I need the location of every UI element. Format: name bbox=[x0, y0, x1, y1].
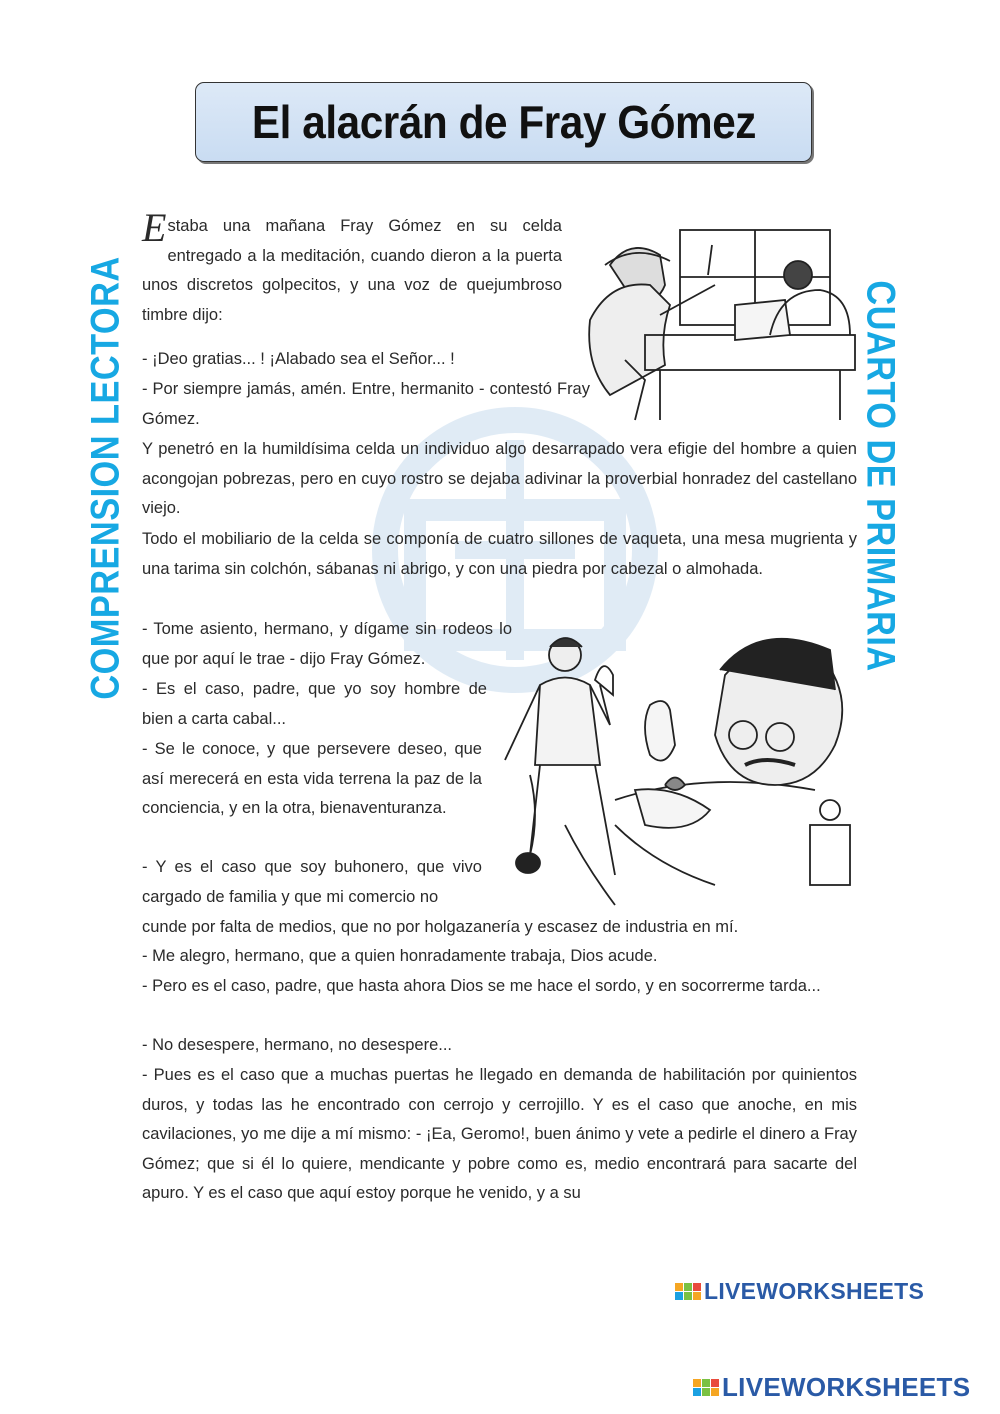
side-label-right: CUARTO DE PRIMARIA bbox=[858, 280, 903, 672]
page-title: El alacrán de Fray Gómez bbox=[251, 96, 756, 148]
title-box bbox=[195, 82, 812, 162]
paragraph-13: - Pues es el caso que a muchas puertas he llegado en demanda de habilitación por quinientos duros, y todas las he encontrado con cerrojo y cerrojillo. Y es el caso que anoche, en mis cavilaciones, yo me dije a mí mismo: - ¡Ea, Geromo!, buen ánimo y vete a pedirle el dinero a Fray Gómez; que si él lo quiere, mendicante y pobre como es, medio encontrará para sacarte del apuro. Y es el caso que aquí estoy porque he venido, y a su bbox=[142, 1066, 857, 1202]
paragraph-5: Todo el mobiliario de la celda se componía de cuatro sillones de vaqueta, una mesa mugrienta y una tarima sin colchón, sábanas ni abrigo, y con una piedra por cabezal o almohada. bbox=[142, 530, 857, 578]
paragraph-8: - Se le conoce, y que persevere deseo, que así merecerá en esta vida terrena la paz de la conciencia, y en la otra, bienaventuranza. bbox=[142, 740, 482, 817]
paragraph-9b: cunde por falta de medios, que no por holgazanería y escasez de industria en mí. bbox=[142, 918, 739, 936]
paragraph-12: - No desespere, hermano, no desespere... bbox=[142, 1036, 453, 1054]
peddler-and-friar-illustration bbox=[495, 625, 860, 910]
paragraph-1 bbox=[142, 205, 562, 330]
paragraph-11: - Pero es el caso, padre, que hasta ahora Dios se me hace el sordo, y en socorrerme tarda... bbox=[142, 977, 821, 995]
paragraph-6: - Tome asiento, hermano, y dígame sin rodeos lo que por aquí le trae - dijo Fray Gómez. bbox=[142, 620, 512, 668]
logo-blocks-icon bbox=[675, 1283, 701, 1300]
paragraph-7: - Es el caso, padre, que yo soy hombre de bien a carta cabal... bbox=[142, 680, 487, 728]
friar-at-desk-illustration bbox=[570, 225, 860, 425]
paragraph-2: - ¡Deo gratias... ! ¡Alabado sea el Señor... ! bbox=[142, 350, 455, 368]
paragraph-4: Y penetró en la humildísima celda un individuo algo desarrapado vera efigie del hombre a quien acongojan pobrezas, pero en cuyo rostro se dejaba adivinar la proverbial honradez del castellano viejo. bbox=[142, 440, 857, 517]
logo-text: LIVEWORKSHEETS bbox=[704, 1278, 925, 1304]
paragraph-1-text: staba una mañana Fray Gómez en su celda entregado a la meditación, cuando dieron a la puerta unos discretos golpecitos, y una voz de quejumbroso timbre dijo: bbox=[142, 217, 562, 324]
paragraph-10: - Me alegro, hermano, que a quien honradamente trabaja, Dios acude. bbox=[142, 947, 658, 965]
logo-text: LIVEWORKSHEETS bbox=[722, 1372, 971, 1402]
liveworksheets-logo-footer bbox=[693, 1372, 970, 1403]
liveworksheets-logo bbox=[675, 1278, 924, 1305]
paragraph-3: - Por siempre jamás, amén. Entre, hermanito - contestó Fray Gómez. bbox=[142, 380, 590, 428]
side-label-left: COMPRENSION LECTORA bbox=[83, 256, 128, 700]
drop-cap: E bbox=[142, 205, 167, 250]
paragraph-9a: - Y es el caso que soy buhonero, que vivo cargado de familia y que mi comercio no bbox=[142, 858, 482, 906]
logo-blocks-icon bbox=[693, 1379, 719, 1396]
